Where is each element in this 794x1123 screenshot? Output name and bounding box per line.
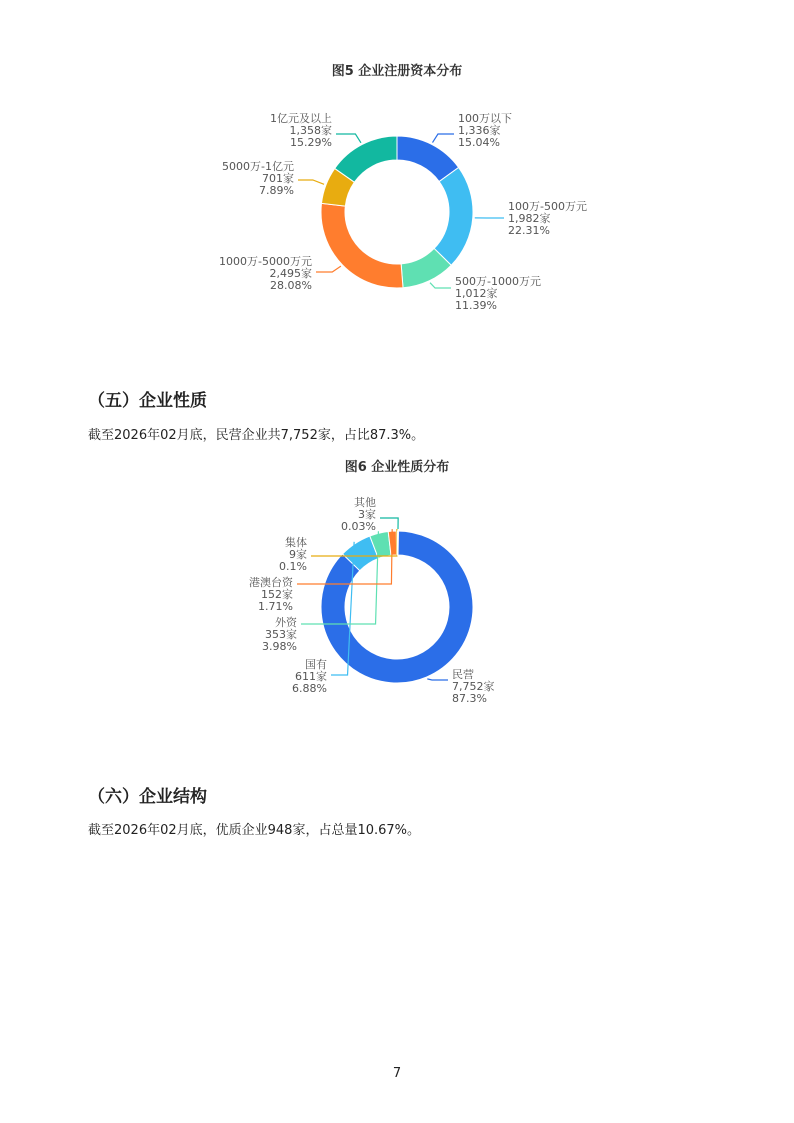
fig6-slice-1-label: 国有 [305, 658, 327, 671]
fig5-slice-5-percent: 15.29% [290, 136, 332, 149]
fig5-slice-0-percent: 15.04% [458, 136, 500, 149]
fig5-slice-3-percent: 28.08% [270, 279, 312, 292]
fig5-leader-line-4 [298, 180, 324, 184]
section5-heading: （五）企业性质 [88, 391, 207, 411]
enterprise-nature-donut-chart [0, 490, 794, 720]
fig6-slice-1-count: 611家 [295, 670, 327, 683]
fig6-slice-4-label: 集体 [285, 536, 307, 549]
fig6-slice-2-percent: 3.98% [262, 640, 297, 653]
fig5-slice-2-count: 1,012家 [455, 287, 498, 300]
fig5-slice-3-label: 1000万-5000万元 [219, 255, 312, 268]
fig6-slice-5-label: 其他 [354, 496, 376, 509]
fig5-slice-2-percent: 11.39% [455, 299, 497, 312]
fig5-leader-line-5 [336, 134, 361, 143]
fig5-slice-3-count: 2,495家 [269, 267, 312, 280]
fig6-slice-4-count: 9家 [289, 548, 307, 561]
section5-paragraph: 截至2026年02月底，民营企业共7,752家，占比87.3%。 [88, 428, 425, 443]
fig6-slice-5 [397, 531, 398, 555]
section6-heading: （六）企业结构 [88, 787, 207, 807]
fig5-slice-4-percent: 7.89% [259, 184, 294, 197]
registered-capital-donut-chart [0, 100, 794, 330]
fig6-slice-1-percent: 6.88% [292, 682, 327, 695]
fig5-slice-1-percent: 22.31% [508, 224, 550, 237]
fig5-slice-0-label: 100万以下 [458, 112, 512, 125]
fig6-slice-0-label: 民营 [452, 668, 474, 681]
fig6-slice-0-percent: 87.3% [452, 692, 487, 705]
fig5-slice-5-label: 1亿元及以上 [270, 112, 332, 125]
fig6-leader-line-5 [380, 518, 398, 529]
fig5-slice-1 [434, 167, 473, 265]
figure6-title: 图6 企业性质分布 [344, 460, 450, 475]
fig6-leader-line-0 [427, 679, 448, 680]
fig6-slice-4-percent: 0.1% [279, 560, 307, 573]
fig5-slice-4-label: 5000万-1亿元 [222, 160, 294, 173]
fig5-slice-2-label: 500万-1000万元 [455, 275, 541, 288]
fig6-slice-2-count: 353家 [265, 628, 297, 641]
fig5-slice-4-count: 701家 [262, 172, 294, 185]
fig6-slice-5-percent: 0.03% [341, 520, 376, 533]
figure5-title: 图5 企业注册资本分布 [331, 64, 463, 79]
fig6-slice-3-count: 152家 [261, 588, 293, 601]
page-number: 7 [392, 1066, 402, 1081]
fig6-slice-3-percent: 1.71% [258, 600, 293, 613]
fig5-leader-line-3 [316, 266, 341, 272]
fig5-leader-line-2 [430, 283, 451, 288]
fig6-slice-5-count: 3家 [358, 508, 376, 521]
fig6-slice-3-label: 港澳台资 [249, 576, 293, 589]
fig6-slice-0-count: 7,752家 [452, 680, 495, 693]
fig5-leader-line-0 [432, 134, 454, 143]
fig5-slice-0-count: 1,336家 [458, 124, 501, 137]
fig6-slice-2-label: 外资 [275, 616, 297, 629]
fig5-slice-5-count: 1,358家 [289, 124, 332, 137]
fig5-slice-3 [321, 203, 403, 288]
fig5-slice-1-label: 100万-500万元 [508, 200, 587, 213]
fig5-slice-1-count: 1,982家 [508, 212, 551, 225]
fig5-slice-5 [335, 136, 397, 182]
section6-paragraph: 截至2026年02月底，优质企业948家，占总量10.67%。 [88, 823, 421, 838]
